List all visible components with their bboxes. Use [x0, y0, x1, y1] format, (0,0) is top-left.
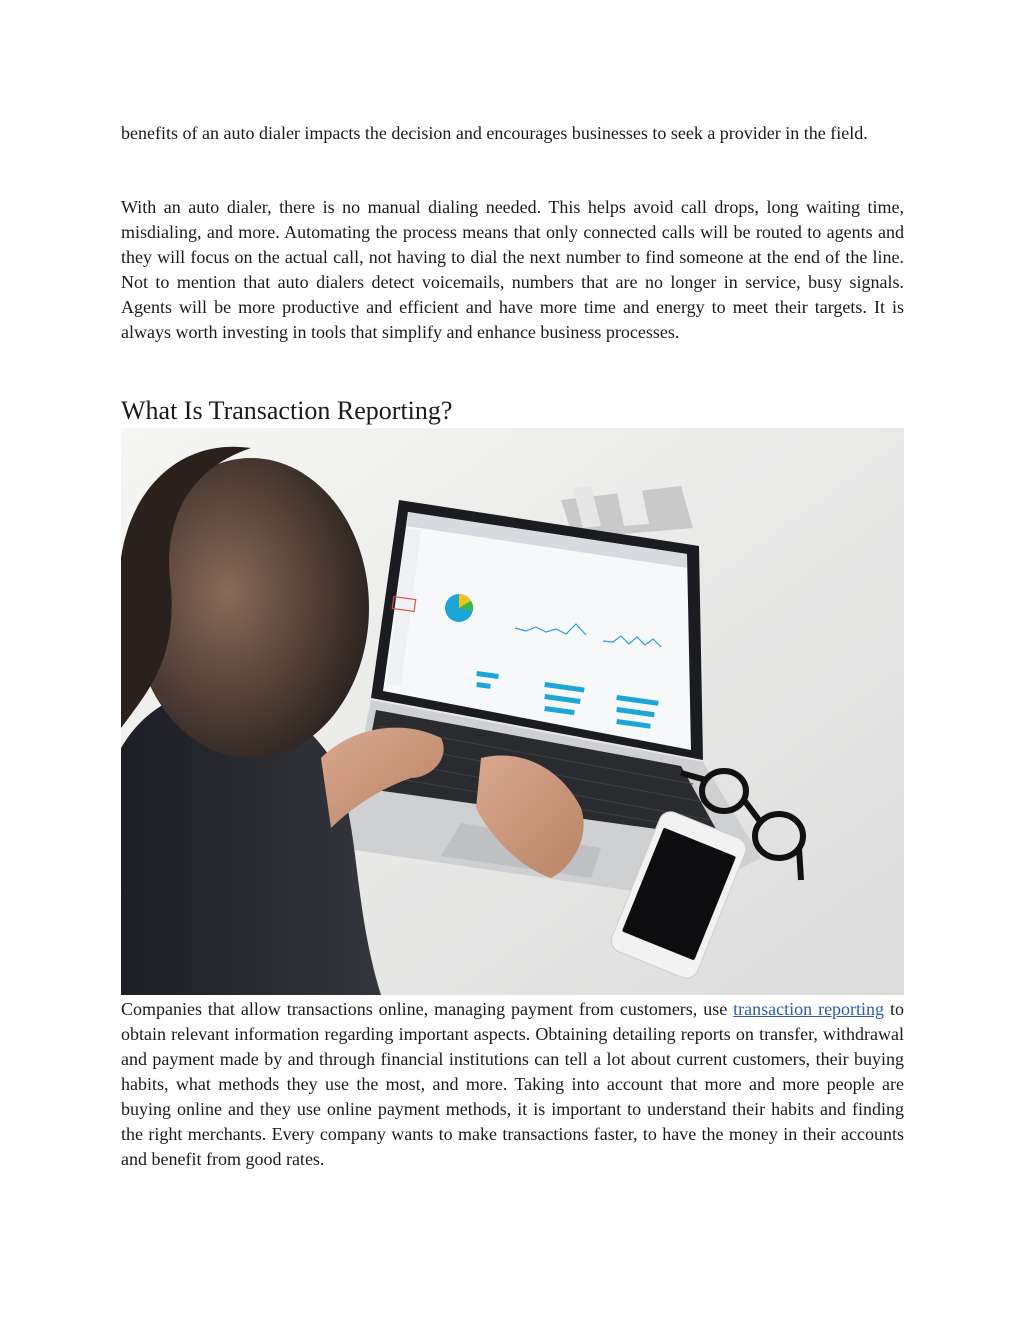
paragraph-transaction-reporting	[121, 997, 904, 1172]
section-heading: What Is Transaction Reporting?	[121, 396, 453, 425]
paragraph-auto-dialer-benefits: benefits of an auto dialer impacts the decision and encourages businesses to seek a provider in the field.	[121, 123, 868, 143]
paragraph-text-start: Companies that allow transactions online, managing payment from customers, use	[121, 999, 734, 1019]
transaction-reporting-link[interactable]: transaction reporting	[733, 999, 885, 1019]
paragraph-text-end: to obtain relevant information regarding important aspects. Obtaining detailing reports on transfer, withdrawal and payment made by and through financial institutions can tell a lot about current customers, their buying habits, what methods they use the most, and more. Taking into account that more and more people are buying online and they use online payment methods, it is important to understand their habits and finding the right merchants. Every company wants to make transactions faster, to have the money in their accounts and benefit from good rates.	[121, 999, 904, 1169]
paragraph-auto-dialer-details: With an auto dialer, there is no manual dialing needed. This helps avoid call drops, long waiting time, misdialing, and more. Automating the process means that only connected calls will be routed to agents and they will focus on the actual call, not having to dial the next number to find someone at the end of the line. Not to mention that auto dialers detect voicemails, numbers that are no longer in service, busy signals. Agents will be more productive and efficient and have more time and energy to meet their targets. It is always worth investing in tools that simplify and enhance business processes.	[121, 197, 904, 342]
laptop-analytics-photo	[121, 428, 904, 995]
